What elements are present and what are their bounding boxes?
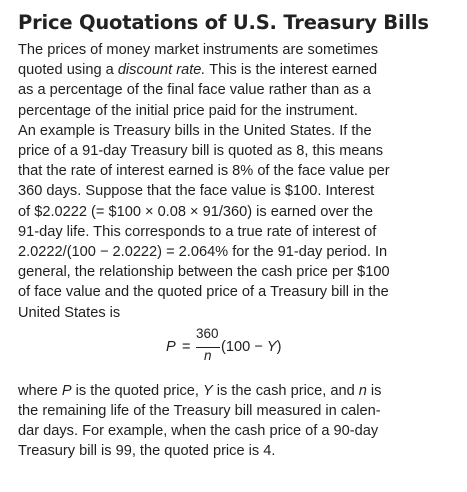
text-line: of face value and the quoted price of a Treasury bill in the: [18, 284, 389, 301]
text-span: where: [18, 382, 62, 399]
text-line: The prices of money market instruments are sometimes: [18, 42, 379, 58]
text-span: quoted using a: [18, 62, 118, 79]
variable-p: P: [61, 382, 72, 399]
page-title: Price Quotations of U.S. Treasury Bills: [18, 11, 429, 34]
text-line: Treasury bill is 99, the quoted price is 4.: [18, 443, 276, 460]
text-span: is: [366, 382, 382, 399]
formula-parenthetical: [221, 339, 281, 355]
text-span: (100 −: [221, 338, 267, 355]
text-line: 91-day life. This corresponds to a true rate of interest of: [18, 223, 377, 240]
text-line: United States is: [18, 304, 121, 321]
definition-paragraph: [18, 381, 453, 462]
text-line: of $2.0222 (= $100 × 0.08 × 91/360) is earned over the: [18, 203, 373, 220]
text-line: the remaining life of the Treasury bill measured in calen-: [18, 403, 381, 420]
text-line: price of a 91-day Treasury bill is quoted as 8, this means: [18, 143, 384, 160]
text-line: dar days. For example, when the cash price of a 90-day: [18, 423, 379, 440]
text-span: is the quoted price,: [71, 382, 203, 399]
intro-paragraph: [18, 40, 453, 323]
text-line: that the rate of interest earned is 8% of the face value per: [18, 163, 390, 180]
fraction-denominator: n: [204, 347, 212, 363]
variable-n: n: [358, 382, 367, 399]
text-line: as a percentage of the final face value rather than as a: [18, 82, 371, 99]
variable-y: Y: [202, 382, 213, 399]
text-line: [18, 60, 453, 80]
text-line: [18, 381, 453, 401]
text-line: general, the relationship between the cash price per $100: [18, 264, 390, 281]
text-line: 2.0222/(100 − 2.0222) = 2.064% for the 91-day period. In: [18, 244, 388, 261]
price-formula: [18, 326, 453, 372]
discount-rate-term: discount rate.: [117, 62, 206, 79]
text-line: percentage of the initial price paid for the instrument.: [18, 102, 358, 119]
formula-equals: =: [182, 338, 191, 355]
fraction-numerator: 360: [196, 325, 219, 341]
formula-variable: Y: [266, 338, 277, 355]
text-line: 360 days. Suppose that the face value is $100. Interest: [18, 183, 375, 200]
text-span: This is the interest earned: [205, 62, 378, 79]
text-span: ): [276, 338, 282, 355]
formula-lhs: P: [166, 338, 176, 355]
text-span: is the cash price, and: [212, 382, 359, 399]
text-line: An example is Treasury bills in the United States. If the: [18, 122, 372, 139]
